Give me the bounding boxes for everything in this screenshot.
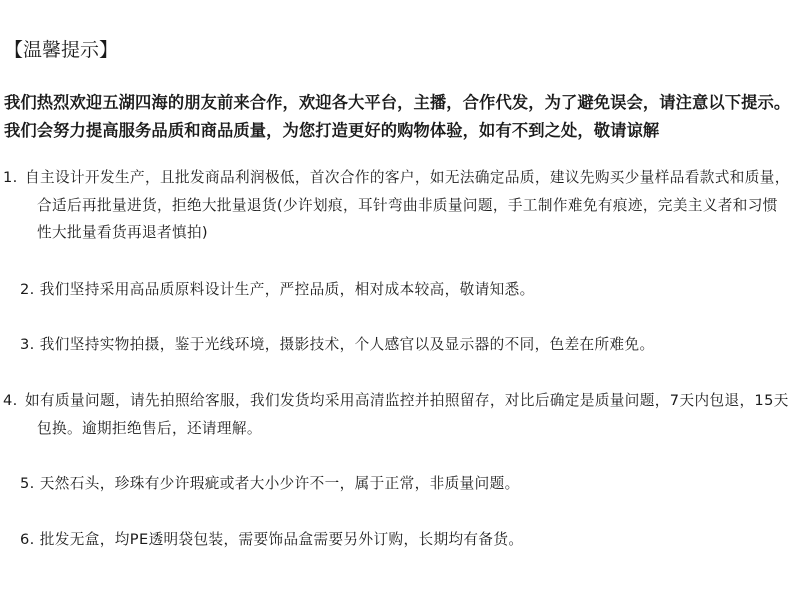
item-text: 如有质量问题，请先拍照给客服，我们发货均采用高清监控并拍照留存，对比后确定是质量问题，7天内包退，15天包换。逾期拒绝售后，还请理解。 [25,392,789,437]
item-text: 我们坚持实物拍摄，鉴于光线环境，摄影技术，个人感官以及显示器的不同，色差在所难免。 [39,336,655,353]
item-text: 天然石头，珍珠有少许瑕疵或者大小少许不一，属于正常，非质量问题。 [39,475,520,492]
item-number: 6. [20,531,35,548]
list-item [20,331,790,359]
item-number: 5. [20,475,35,492]
item-text: 我们坚持采用高品质原料设计生产，严控品质，相对成本较高，敬请知悉。 [39,281,535,298]
list-item: 1. 自主设计开发生产，且批发商品利润极低，首次合作的客户，如无法确定品质，建议先购买少量样品看款式和质量，合适后再批量进货，拒绝大批量退货(少许划痕，耳针弯曲非质量问题，手工制作难免有痕迹，完美主义者和习惯性大批量看货再退者慎拍) [3,169,790,241]
item-text: 批发无盒，均PE透明袋包装，需要饰品盒需要另外订购，长期均有备货。 [39,531,524,548]
item-number: 3. [20,336,35,353]
item-text: 自主设计开发生产，且批发商品利润极低，首次合作的客户，如无法确定品质，建议先购买少量样品看款式和质量，合适后再批量进货，拒绝大批量退货(少许划痕，耳针弯曲非质量问题，手工制作难免有痕迹，完美主义者和习惯性大批量看货再退者慎拍) [25,169,790,241]
list-item [20,470,790,498]
list-item [20,526,790,554]
notice-intro: 我们热烈欢迎五湖四海的朋友前来合作，欢迎各大平台，主播，合作代发，为了避免误会，请注意以下提示。我们会努力提高服务品质和商品质量，为您打造更好的购物体验，如有不到之处，敬请谅解 [4,93,791,140]
list-item: 4. 如有质量问题，请先拍照给客服，我们发货均采用高清监控并拍照留存，对比后确定是质量问题，7天内包退，15天包换。逾期拒绝售后，还请理解。 [3,392,789,437]
item-number: 2. [20,281,35,298]
list-item [20,276,790,304]
notice-title: 【温馨提示】 [4,39,119,61]
